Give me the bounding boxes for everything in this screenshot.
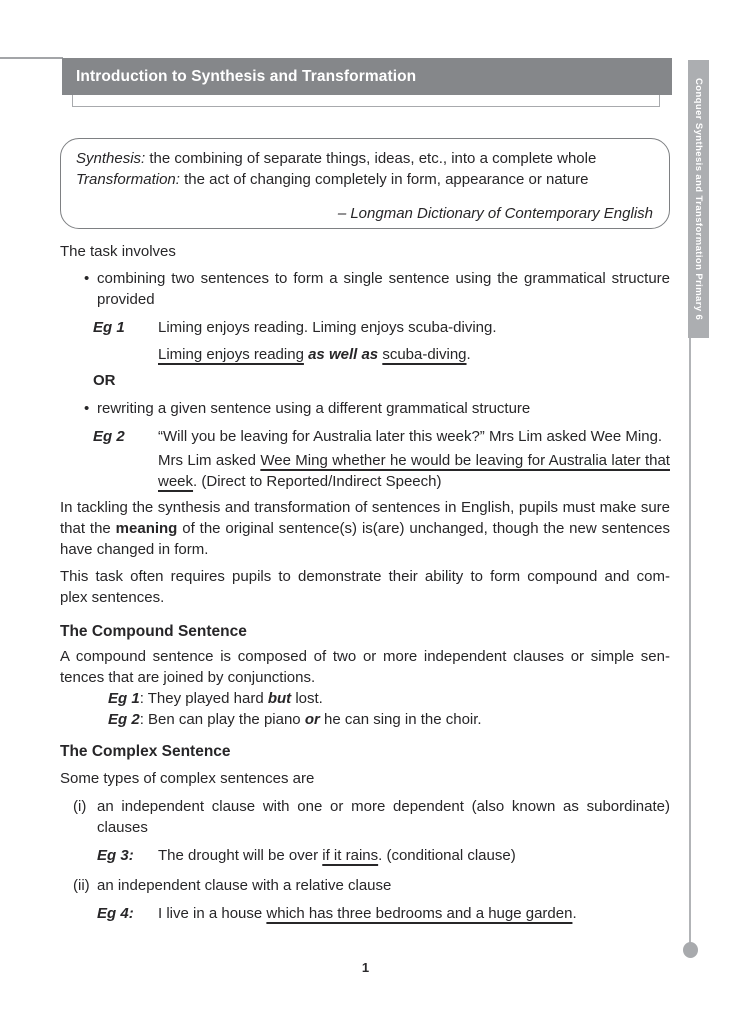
example-3-label: Eg 3:	[97, 847, 134, 864]
definition-term-transformation: Transformation:	[76, 171, 180, 188]
bullet-text: rewriting a given sentence using a different grammatical structure	[97, 400, 531, 417]
bullet-marker: •	[84, 400, 90, 417]
compound-example-2	[60, 709, 670, 730]
paragraph-compound-line-2: tences that are joined by conjunctions.	[60, 669, 316, 686]
bullet-item-rewriting	[60, 398, 670, 419]
example-2	[60, 426, 670, 492]
compound-example-1-post: lost.	[291, 690, 323, 707]
compound-example-1-colon: :	[139, 690, 148, 707]
header-left-rule	[0, 57, 63, 59]
compound-example-2-pre: Ben can play the piano	[148, 711, 305, 728]
example-1-answer-connector: as well as	[303, 346, 383, 363]
example-1-body	[158, 317, 670, 365]
example-4-pre: I live in a house	[158, 905, 267, 922]
header-underline-box	[72, 93, 660, 107]
complex-type-i	[60, 796, 670, 838]
example-3-underline: if it rains	[322, 847, 379, 864]
heading-compound-sentence: The Compound Sentence	[60, 623, 247, 640]
bullet-item-combining	[60, 268, 670, 310]
paragraph-task-line-1: This task often requires pupils to demonstrate their ability to form compound and com-	[60, 568, 670, 585]
example-4-tail: .	[572, 905, 577, 922]
paragraph-compound	[60, 646, 670, 688]
example-2-answer-underline: Wee Ming whether he would be leaving for Australia later that week	[158, 452, 670, 490]
compound-example-1-pre: They played hard	[147, 690, 268, 707]
example-4-label: Eg 4:	[97, 905, 134, 922]
definition-attribution: – Longman Dictionary of Contemporary English	[337, 205, 653, 222]
page-number: 1	[361, 960, 370, 975]
definition-synthesis	[76, 148, 654, 169]
example-2-body	[158, 426, 670, 492]
compound-example-2-label: Eg 2	[108, 711, 140, 728]
side-rule-dot	[683, 942, 698, 958]
page-content	[60, 138, 670, 924]
side-vertical-rule	[689, 338, 691, 950]
complex-type-ii-text: an independent clause with a relative clause	[97, 877, 392, 894]
complex-intro: Some types of complex sentences are	[60, 770, 315, 787]
paragraph-compound-line-1: A compound sentence is composed of two or more independent clauses or simple sen-	[60, 648, 670, 665]
paragraph-meaning-pre: In tackling the synthesis and transformation of sentences in English, pupils must make sure that the	[60, 499, 670, 537]
example-2-answer-tail: . (Direct to Reported/Indirect Speech)	[193, 473, 442, 490]
example-3-body	[158, 845, 670, 866]
example-4-body	[158, 903, 670, 924]
paragraph-meaning-post: of the original sentence(s) is(are) unchanged, though the new sentences have changed in form.	[60, 520, 670, 558]
task-intro: The task involves	[60, 243, 176, 260]
example-1-answer-tail: .	[466, 346, 471, 363]
complex-type-i-text: an independent clause with one or more dependent (also known as subordinate) clauses	[97, 798, 670, 836]
example-4-underline: which has three bedrooms and a huge garden	[266, 905, 573, 922]
compound-example-2-post: he can sing in the choir.	[319, 711, 482, 728]
complex-type-ii	[60, 875, 670, 896]
bullet-text: combining two sentences to form a single sentence using the grammatical structure provided	[97, 270, 670, 308]
example-3-pre: The drought will be over	[158, 847, 323, 864]
definition-text-synthesis: the combining of separate things, ideas, etc., into a complete whole	[145, 150, 597, 167]
chapter-header-bar	[62, 58, 672, 95]
definition-box	[60, 138, 670, 229]
example-1-source: Liming enjoys reading. Liming enjoys scuba-diving.	[158, 319, 497, 336]
example-1	[60, 317, 670, 365]
paragraph-task	[60, 566, 670, 608]
paragraph-meaning-bold: meaning	[115, 520, 178, 537]
compound-example-2-colon: :	[139, 711, 149, 728]
book-side-tab	[688, 60, 709, 338]
definition-term-synthesis: Synthesis:	[76, 150, 146, 167]
heading-complex-sentence: The Complex Sentence	[60, 743, 231, 760]
compound-example-1	[60, 688, 670, 709]
compound-example-1-conjunction: but	[267, 690, 292, 707]
compound-example-2-conjunction: or	[304, 711, 320, 728]
example-2-source: “Will you be leaving for Australia later this week?” Mrs Lim asked Wee Ming.	[158, 428, 663, 445]
complex-type-ii-marker: (ii)	[73, 877, 90, 894]
example-2-answer-pre: Mrs Lim asked	[158, 452, 261, 469]
example-1-answer	[158, 344, 670, 365]
complex-type-i-marker: (i)	[73, 798, 87, 815]
book-side-tab-label: Conquer Synthesis and Transformation Primary 6	[693, 77, 704, 321]
definition-text-transformation: the act of changing completely in form, appearance or nature	[179, 171, 589, 188]
example-1-answer-underline-2: scuba-diving	[382, 346, 467, 363]
example-4	[60, 903, 670, 924]
example-2-label: Eg 2	[93, 428, 125, 445]
compound-example-1-label: Eg 1	[108, 690, 140, 707]
paragraph-task-line-2: plex sentences.	[60, 589, 165, 606]
paragraph-meaning	[60, 497, 670, 560]
chapter-title: Introduction to Synthesis and Transformation	[76, 67, 417, 85]
example-3-tail: . (conditional clause)	[378, 847, 516, 864]
example-1-label: Eg 1	[93, 319, 125, 336]
example-3	[60, 845, 670, 866]
or-label: OR	[93, 372, 116, 389]
example-2-answer	[158, 450, 670, 492]
bullet-marker: •	[84, 270, 90, 287]
definition-transformation	[76, 169, 654, 190]
example-1-answer-underline-1: Liming enjoys reading	[158, 346, 304, 363]
